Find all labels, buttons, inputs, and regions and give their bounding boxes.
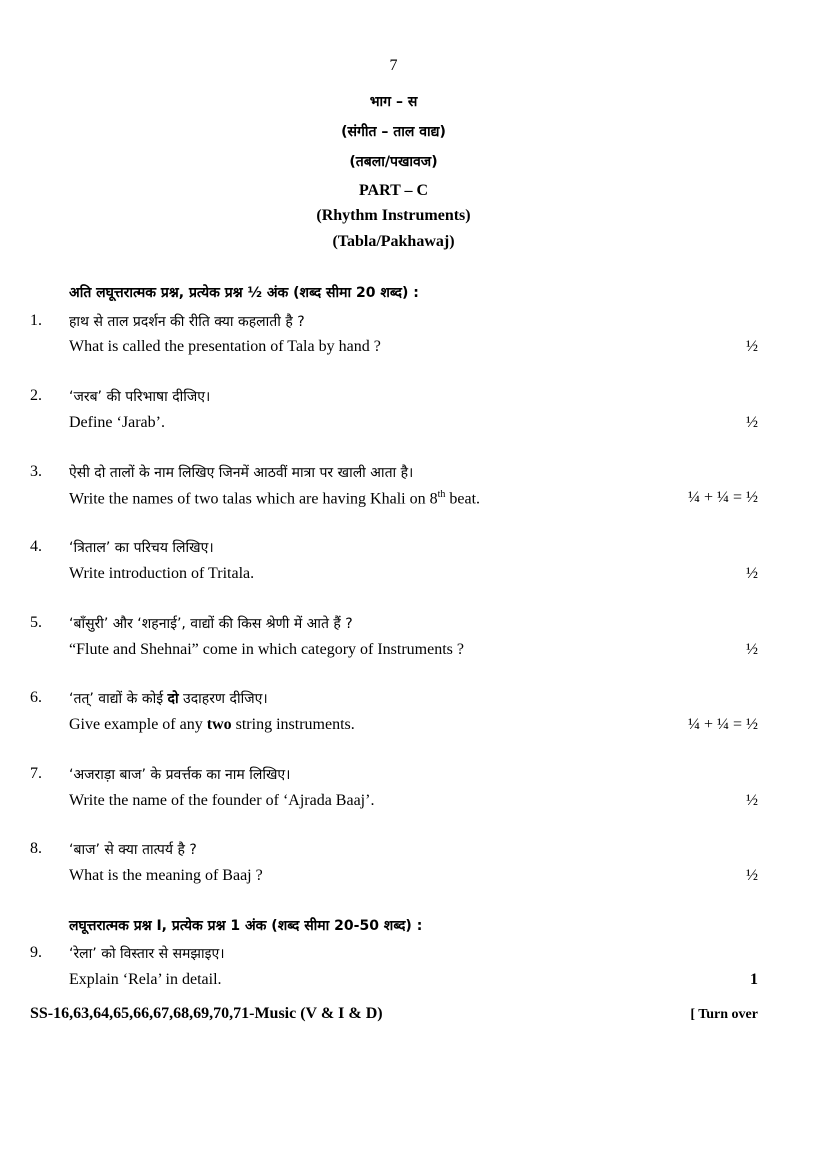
- question-number: 5.: [30, 614, 42, 631]
- question-text-english-part: string instruments.: [231, 716, 355, 733]
- question-marks: ½: [746, 641, 758, 658]
- question-text-hindi: ‘त्रिताल’ का परिचय लिखिए।: [69, 540, 214, 556]
- question-text-hindi: [69, 689, 268, 708]
- question-text-english: Explain ‘Rela’ in detail.: [69, 971, 222, 988]
- question-text-english: [69, 489, 480, 508]
- question-marks: ½: [746, 414, 758, 431]
- question-text-hindi: हाथ से ताल प्रदर्शन की रीति क्या कहलाती है ?: [69, 314, 305, 330]
- paper-code: SS-16,63,64,65,66,67,68,69,70,71-Music (V & I & D): [30, 1005, 383, 1022]
- question-number: 3.: [30, 463, 42, 480]
- question-text-hindi: ऐसी दो तालों के नाम लिखिए जिनमें आठवीं मात्रा पर खाली आता है।: [69, 465, 414, 481]
- question-number: 6.: [30, 689, 42, 706]
- question-marks: ½: [746, 867, 758, 884]
- page-number: 7: [389, 57, 398, 74]
- question-number: 9.: [30, 944, 42, 961]
- question-marks: ¼ + ¼ = ½: [687, 716, 758, 733]
- emphasis-text: two: [206, 716, 232, 733]
- question-marks: ½: [746, 565, 758, 582]
- question-number: 7.: [30, 765, 42, 782]
- question-number: 8.: [30, 840, 42, 857]
- question-text-hindi: ‘बाज’ से क्या तात्पर्य है ?: [69, 842, 197, 858]
- question-text-english: Write the name of the founder of ‘Ajrada Baaj’.: [69, 792, 375, 809]
- question-number: 2.: [30, 387, 42, 404]
- section-instruction-very-short: अति लघूत्तरात्मक प्रश्न, प्रत्येक प्रश्न ½ अंक (शब्द सीमा 20 शब्द) :: [69, 285, 419, 301]
- question-number: 4.: [30, 538, 42, 555]
- question-text-hindi: ‘जरब’ की परिभाषा दीजिए।: [69, 389, 211, 405]
- heading-english-part: PART – C: [358, 182, 429, 199]
- heading-english-subject: (Rhythm Instruments): [316, 207, 471, 224]
- question-text-english: [69, 716, 355, 734]
- question-marks: 1: [750, 971, 758, 988]
- question-marks: ½: [746, 792, 758, 809]
- question-text-english: What is called the presentation of Tala by hand ?: [69, 338, 381, 355]
- question-text-english: Write introduction of Tritala.: [69, 565, 255, 582]
- ordinal-suffix: th: [437, 489, 446, 500]
- question-marks: ¼ + ¼ = ½: [687, 489, 758, 506]
- question-text-hindi-part: ‘तत्’ वाद्यों के कोई: [69, 691, 168, 707]
- heading-english-instruments: (Tabla/Pakhawaj): [332, 233, 455, 250]
- question-text-hindi: ‘अजराड़ा बाज’ के प्रवर्त्तक का नाम लिखिए।: [69, 767, 291, 783]
- heading-hindi-subject: (संगीत – ताल वाद्य): [341, 124, 446, 140]
- question-number: 1.: [30, 312, 42, 329]
- question-text-english-part: beat.: [445, 490, 481, 508]
- turn-over-note: [ Turn over: [690, 1007, 758, 1022]
- question-text-english: What is the meaning of Baaj ?: [69, 867, 263, 884]
- question-text-hindi: ‘रेला’ को विस्तार से समझाइए।: [69, 946, 225, 962]
- section-instruction-short: लघूत्तरात्मक प्रश्न I, प्रत्येक प्रश्न 1 अंक (शब्द सीमा 20-50 शब्द) :: [69, 918, 423, 934]
- question-marks: ½: [746, 338, 758, 355]
- question-text-english-part: Write the names of two talas which are having Khali on 8: [69, 490, 438, 508]
- question-text-english: “Flute and Shehnai” come in which category of Instruments ?: [69, 641, 464, 658]
- question-text-english-part: Give example of any: [69, 716, 207, 733]
- heading-hindi-instruments: (तबला/पखावज): [349, 154, 438, 170]
- question-text-hindi-part: उदाहरण दीजिए।: [178, 691, 268, 707]
- question-text-hindi: ‘बाँसुरी’ और ‘शहनाई’, वाद्यों की किस श्रेणी में आते हैं ?: [69, 616, 353, 632]
- question-text-english: Define ‘Jarab’.: [69, 414, 165, 431]
- emphasis-text: दो: [167, 691, 179, 707]
- heading-hindi-part: भाग – स: [369, 94, 418, 110]
